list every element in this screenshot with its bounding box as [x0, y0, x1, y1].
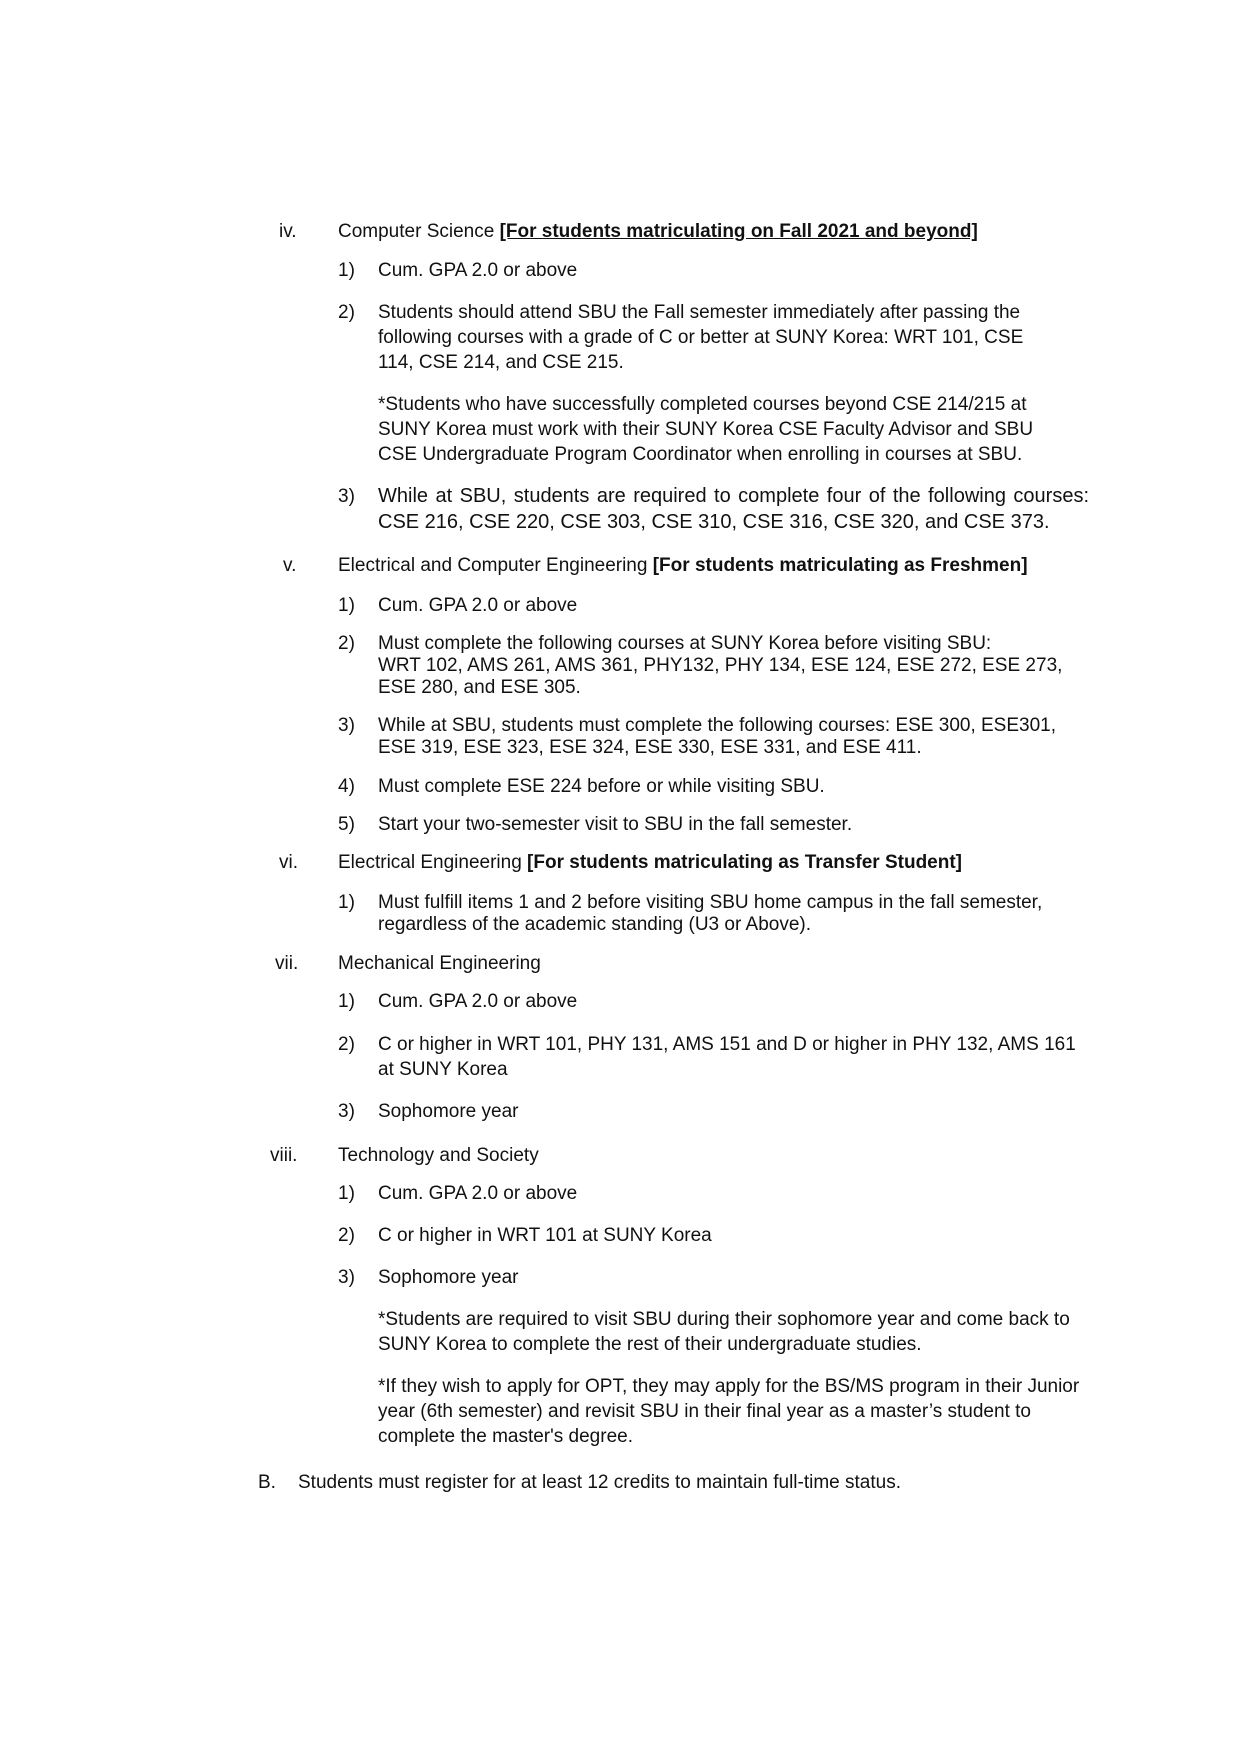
item-text: Cum. GPA 2.0 or above [378, 991, 578, 1012]
section-numeral: iv. [279, 221, 297, 242]
item-number: 2) [338, 302, 355, 323]
section-title: Mechanical Engineering [338, 953, 541, 974]
item-number: 2) [338, 633, 355, 654]
item-number: 4) [338, 776, 355, 797]
item-number: 3) [338, 1101, 355, 1122]
item-number: 2) [338, 1034, 355, 1055]
item-text-line: Must fulfill items 1 and 2 before visiting SBU home campus in the fall semester, [378, 892, 1043, 913]
note-text-line: SUNY Korea to complete the rest of their undergraduate studies. [378, 1334, 922, 1355]
note-text-line: SUNY Korea must work with their SUNY Korea CSE Faculty Advisor and SBU [378, 419, 1034, 440]
section-heading [338, 952, 541, 975]
item-number: 3) [338, 715, 355, 736]
item-text: Start your two-semester visit to SBU in the fall semester. [378, 814, 853, 835]
section-numeral: vii. [275, 953, 299, 974]
item-text-line: 114, CSE 214, and CSE 215. [378, 352, 624, 373]
section-numeral: v. [283, 555, 297, 576]
item-number: 5) [338, 814, 355, 835]
item-text: Students must register for at least 12 credits to maintain full-time status. [298, 1472, 901, 1493]
section-heading [338, 220, 978, 243]
section-numeral: viii. [270, 1145, 298, 1166]
item-number: 3) [338, 486, 355, 507]
item-text: Cum. GPA 2.0 or above [378, 595, 578, 616]
item-text-line: regardless of the academic standing (U3 or Above). [378, 914, 812, 935]
item-text-line: While at SBU, students must complete the following courses: ESE 300, ESE301, [378, 715, 1057, 736]
section-title: Electrical and Computer Engineering [338, 555, 653, 576]
item-text-line: Students should attend SBU the Fall semester immediately after passing the [378, 302, 1021, 323]
section-heading [338, 851, 962, 874]
item-text: Must complete ESE 224 before or while visiting SBU. [378, 776, 825, 797]
item-text-line: ESE 280, and ESE 305. [378, 677, 581, 698]
section-title: Technology and Society [338, 1145, 539, 1166]
note-text-line: *If they wish to apply for OPT, they may apply for the BS/MS program in their Junior [378, 1376, 1080, 1397]
note-text-line: complete the master's degree. [378, 1426, 633, 1447]
item-text: Cum. GPA 2.0 or above [378, 1183, 578, 1204]
item-number: 1) [338, 595, 355, 616]
section-heading [338, 1144, 539, 1167]
item-text: Sophomore year [378, 1101, 519, 1122]
note-text-line: year (6th semester) and revisit SBU in their final year as a master’s student to [378, 1401, 1031, 1422]
section-title-emphasis: [For students matriculating on Fall 2021 and beyond] [499, 221, 978, 242]
section-title-emphasis: [For students matriculating as Freshmen] [652, 555, 1028, 576]
item-text-line: at SUNY Korea [378, 1059, 508, 1080]
item-text: C or higher in WRT 101 at SUNY Korea [378, 1225, 712, 1246]
item-text-line: CSE 216, CSE 220, CSE 303, CSE 310, CSE 316, CSE 320, and CSE 373. [378, 511, 1050, 533]
note-text-line: *Students who have successfully completed courses beyond CSE 214/215 at [378, 394, 1027, 415]
section-heading [338, 554, 1028, 577]
item-number: 1) [338, 1183, 355, 1204]
section-numeral: vi. [279, 852, 298, 873]
item-number: 1) [338, 260, 355, 281]
section-title: Electrical Engineering [338, 852, 528, 873]
item-number: 1) [338, 892, 355, 913]
note-text-line: *Students are required to visit SBU during their sophomore year and come back to [378, 1309, 1070, 1330]
item-number: 1) [338, 991, 355, 1012]
item-text-line: While at SBU, students are required to complete four of the following courses: [378, 485, 1089, 507]
item-text-line: WRT 102, AMS 261, AMS 361, PHY132, PHY 134, ESE 124, ESE 272, ESE 273, [378, 655, 1063, 676]
item-letter: B. [258, 1472, 276, 1493]
section-title: Computer Science [338, 221, 500, 242]
item-text-line: C or higher in WRT 101, PHY 131, AMS 151 and D or higher in PHY 132, AMS 161 [378, 1034, 1076, 1055]
item-text-line: ESE 319, ESE 323, ESE 324, ESE 330, ESE 331, and ESE 411. [378, 737, 922, 758]
item-text: Sophomore year [378, 1267, 519, 1288]
item-text-line: following courses with a grade of C or better at SUNY Korea: WRT 101, CSE [378, 327, 1024, 348]
section-title-emphasis: [For students matriculating as Transfer Student] [527, 852, 962, 873]
item-number: 2) [338, 1225, 355, 1246]
item-number: 3) [338, 1267, 355, 1288]
item-text-line: Must complete the following courses at SUNY Korea before visiting SBU: [378, 633, 992, 654]
note-text-line: CSE Undergraduate Program Coordinator when enrolling in courses at SBU. [378, 444, 1023, 465]
item-text: Cum. GPA 2.0 or above [378, 260, 578, 281]
